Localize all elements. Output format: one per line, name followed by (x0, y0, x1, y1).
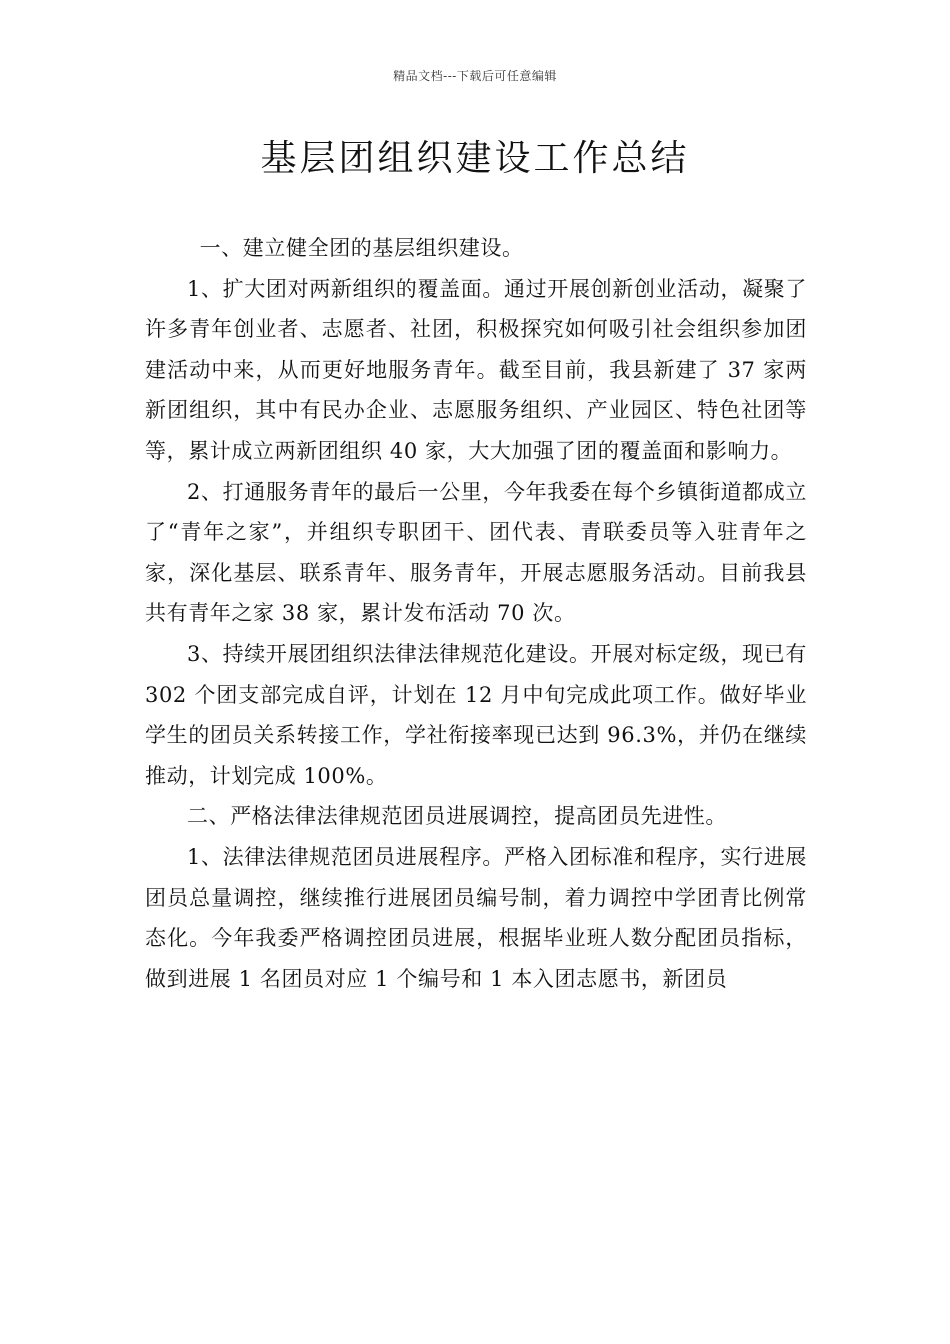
paragraph: 1、扩大团对两新组织的覆盖面。通过开展创新创业活动，凝聚了许多青年创业者、志愿者、社团，积极探究如何吸引社会组织参加团建活动中来，从而更好地服务青年。截至目前，我县新建了 37 家两新团组织，其中有民办企业、志愿服务组织、产业园区、特色社团等等，累计成立两新团组织 40 家，大大加强了团的覆盖面和影响力。 (145, 276, 807, 463)
document-body (145, 228, 807, 999)
section-heading-2: 二、严格法律法律规范团员进展调控，提高团员先进性。 (187, 804, 727, 829)
paragraph: 3、持续开展团组织法律法律规范化建设。开展对标定级，现已有 302 个团支部完成自评，计划在 12 月中旬完成此项工作。做好毕业学生的团员关系转接工作，学社衔接率现已达到 96.3%，并仍在继续推动，计划完成 100%。 (145, 641, 807, 788)
paragraph: 1、法律法律规范团员进展程序。严格入团标准和程序，实行进展团员总量调控，继续推行进展团员编号制，着力调控中学团青比例常态化。今年我委严格调控团员进展，根据毕业班人数分配团员指标，做到进展 1 名团员对应 1 个编号和 1 本入团志愿书，新团员 (145, 844, 807, 991)
paragraph: 2、打通服务青年的最后一公里，今年我委在每个乡镇街道都成立了“青年之家”，并组织专职团干、团代表、青联委员等入驻青年之家，深化基层、联系青年、服务青年，开展志愿服务活动。目前我县共有青年之家 38 家，累计发布活动 70 次。 (145, 479, 807, 626)
document-title: 基层团组织建设工作总结 (260, 138, 690, 179)
section-heading-1: 一、建立健全团的基层组织建设。 (199, 236, 524, 260)
header-note: 精品文档---下载后可任意编辑 (393, 69, 557, 83)
